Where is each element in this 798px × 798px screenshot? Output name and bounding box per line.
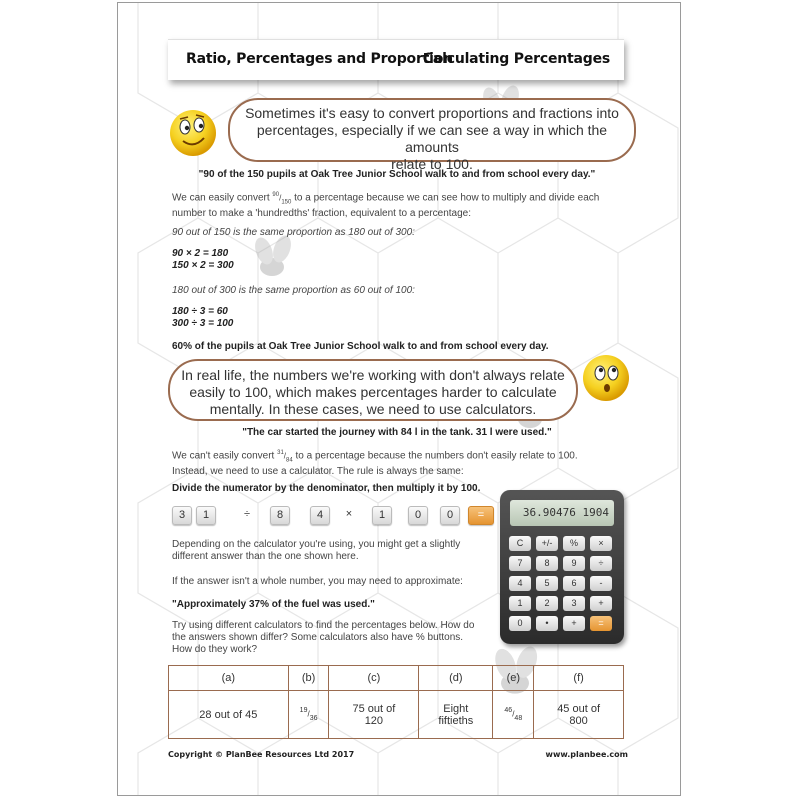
header-lesson-title: Calculating Percentages (422, 51, 610, 67)
paragraph-try-line-3: How do they work? (172, 644, 258, 655)
thinking-smiley-icon (578, 351, 634, 405)
calculator-key: - (590, 576, 612, 591)
fraction-numerator: 90 (272, 192, 280, 198)
fraction-denominator: 36 (309, 714, 318, 722)
speech-bubble-intro (228, 98, 636, 172)
table-row (169, 691, 624, 739)
calculator-key: 8 (536, 556, 558, 571)
paragraph-depending-line-1: Depending on the calculator you're using, you might get a slightly (172, 539, 461, 550)
calculator-key: 7 (509, 556, 531, 571)
calculator-key: 9 (563, 556, 585, 571)
key-8: 8 (270, 506, 290, 525)
exercise-label: (d) (419, 666, 493, 691)
calculator-key: 6 (563, 576, 585, 591)
calculator-key: 3 (563, 596, 585, 611)
key-1: 1 (372, 506, 392, 525)
exercise-a: 28 out of 45 (169, 691, 289, 739)
smiley-face-icon (166, 105, 220, 159)
paragraph-approximate: If the answer isn't a whole number, you may need to approximate: (172, 576, 463, 587)
speech-bubble-calculators (168, 359, 578, 421)
calculator-key: + (563, 616, 585, 631)
fraction-numerator: 19 (299, 707, 308, 715)
rule-statement: Divide the numerator by the denominator, then multiply it by 100. (172, 483, 481, 494)
fraction-numerator: 31 (277, 450, 284, 456)
paragraph-easy-convert-end: to a percentage because we can see how to multiply and divide each (291, 192, 600, 204)
key-divide: ÷ (243, 508, 251, 520)
exercise-label: (a) (169, 666, 289, 691)
paragraph-easy-convert: We can easily convert $^{90}/_{150}$ to a percentage because we can see how to multiply and divide each number to make a 'hundredths' fraction, equivalent to a percentage: (172, 192, 600, 220)
paragraph-cant-convert-line-2: Instead, we need to use a calculator. The rule is always the same: (172, 466, 464, 478)
calculator-key: % (563, 536, 585, 551)
result-statement: 60% of the pupils at Oak Tree Junior School walk to and from school every day. (172, 341, 549, 352)
exercise-label: (c) (329, 666, 419, 691)
bubble-intro-line-2: percentages, especially if we can see a way in which the amounts (256, 122, 608, 155)
calculator-key: + (590, 596, 612, 611)
exercise-f-line-2: 800 (569, 714, 588, 727)
header-bar (168, 39, 624, 80)
key-0: 0 (440, 506, 460, 525)
step-two-text: 180 out of 300 is the same proportion as 60 out of 100: (172, 285, 415, 296)
worksheet-page (117, 2, 681, 796)
exercise-d-line-1: Eight (443, 702, 469, 715)
calculator-key: 4 (509, 576, 531, 591)
paragraph-cant-convert-start: We can't easily convert (172, 450, 278, 462)
quote-pupils: "90 of the 150 pupils at Oak Tree Junior School walk to and from school every day." (198, 169, 596, 180)
calculator-key: +/- (536, 536, 558, 551)
footer-website: www.planbee.com (545, 750, 628, 759)
table-row (169, 666, 624, 691)
fraction-denominator: 84 (286, 457, 293, 464)
exercise-f (534, 691, 624, 739)
bubble-calculators-line-2: easily to 100, which makes percentages harder to calculate (189, 384, 557, 400)
exercise-label: (e) (493, 666, 534, 691)
paragraph-depending-line-2: different answer than the one shown here. (172, 551, 359, 562)
calculator-key: • (536, 616, 558, 631)
paragraph-cant-convert: We can't easily convert $^{31}/_{84}$ to a percentage because the numbers don't easily relate to 100. Instead, we need to use a calculator. The rule is always the same: (172, 450, 578, 478)
calculation-2b: 300 ÷ 3 = 100 (172, 318, 234, 329)
bee-watermark-icon (242, 235, 302, 285)
paragraph-easy-convert-start: We can easily convert (172, 192, 273, 204)
calculator-key: 0 (509, 616, 531, 631)
key-3: 3 (172, 506, 192, 525)
footer-copyright: Copyright © PlanBee Resources Ltd 2017 (168, 750, 355, 759)
key-4: 4 (310, 506, 330, 525)
calculator-illustration (500, 490, 624, 644)
key-multiply: × (345, 508, 353, 520)
paragraph-easy-convert-line-2: number to make a 'hundredths' fraction, equivalent to a percentage: (172, 208, 472, 220)
fraction-denominator: 48 (514, 714, 523, 722)
paragraph-try-line-1: Try using different calculators to find the percentages below. How do (172, 620, 475, 631)
calculation-1b: 150 × 2 = 300 (172, 260, 234, 271)
calculator-key: = (590, 616, 612, 631)
exercise-c (329, 691, 419, 739)
calculator-body (500, 490, 624, 644)
exercise-c-line-1: 75 out of (352, 702, 396, 715)
exercise-b: $^{19}/_{36}$ (288, 691, 329, 739)
bubble-intro-line-3: relate to 100. (391, 156, 473, 172)
fraction-denominator: 150 (281, 199, 292, 206)
key-equals: = (468, 506, 494, 525)
exercise-f-line-1: 45 out of (557, 702, 601, 715)
bubble-intro-line-1: Sometimes it's easy to convert proportions and fractions into (245, 105, 619, 121)
calculator-key: ÷ (590, 556, 612, 571)
paragraph-depending (172, 539, 460, 563)
exercise-label: (f) (534, 666, 624, 691)
calculation-2a: 180 ÷ 3 = 60 (172, 306, 228, 317)
exercise-label: (b) (288, 666, 329, 691)
key-1: 1 (196, 506, 216, 525)
header-subject-title: Ratio, Percentages and Proportion (186, 51, 453, 67)
calculator-key: × (590, 536, 612, 551)
calculator-key: C (509, 536, 531, 551)
calculator-display-value: 36.90476 1904 (522, 506, 609, 519)
quote-approximately: "Approximately 37% of the fuel was used." (172, 599, 375, 610)
exercise-d (419, 691, 493, 739)
calculator-display (510, 500, 614, 526)
quote-car: "The car started the journey with 84 l in the tank. 31 l were used." (242, 427, 552, 438)
step-one-text: 90 out of 150 is the same proportion as 180 out of 300: (172, 227, 415, 238)
calculator-key: 2 (536, 596, 558, 611)
exercise-c-line-2: 120 (364, 714, 384, 727)
bubble-calculators-line-3: mentally. In these cases, we need to use calculators. (209, 401, 537, 417)
paragraph-cant-convert-end: to a percentage because the numbers don't easily relate to 100. (292, 450, 578, 462)
key-0: 0 (408, 506, 428, 525)
paragraph-try-line-2: the answers shown differ? Some calculators also have % buttons. (172, 632, 464, 643)
fraction-numerator: 46 (504, 707, 513, 715)
exercise-table (168, 665, 624, 739)
paragraph-try-calculators (172, 620, 474, 656)
bubble-calculators-line-1: In real life, the numbers we're working with don't always relate (181, 367, 565, 383)
calculator-key: 1 (509, 596, 531, 611)
exercise-d-line-2: fiftieths (438, 714, 474, 727)
exercise-e: $^{46}/_{48}$ (493, 691, 534, 739)
calculator-key: 5 (536, 576, 558, 591)
calculation-1a: 90 × 2 = 180 (172, 248, 229, 259)
